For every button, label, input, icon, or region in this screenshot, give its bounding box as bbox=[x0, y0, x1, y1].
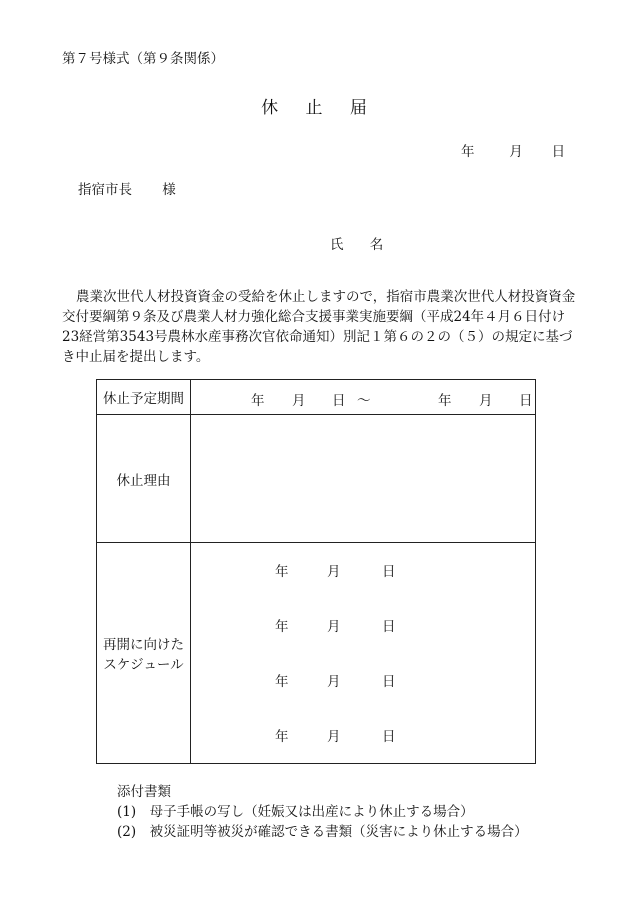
signer-label-mei: 名 bbox=[369, 237, 384, 253]
period-label: 休止予定期間 bbox=[97, 380, 191, 415]
title-char: 届 bbox=[349, 98, 369, 118]
form-number: 第７号様式（第９条関係） bbox=[62, 51, 224, 67]
date-day: 日 bbox=[551, 144, 566, 160]
attachments-title: 添付書類 bbox=[117, 784, 171, 800]
signer-label-shi: 氏 bbox=[330, 237, 344, 253]
schedule-month: 月 bbox=[327, 729, 341, 745]
title-char: 休 bbox=[261, 98, 281, 118]
schedule-label-line: スケジュール bbox=[103, 657, 184, 673]
schedule-row bbox=[97, 543, 536, 764]
date-month: 月 bbox=[509, 144, 523, 160]
schedule-year: 年 bbox=[275, 564, 289, 580]
period-start-day: 日 bbox=[332, 393, 346, 409]
schedule-day: 日 bbox=[382, 674, 396, 690]
body-paragraph: 農業次世代人材投資資金の受給を休止しますので，指宿市農業次世代人材投資資金交付要綱第９条及び農業人材力強化総合支援事業実施要綱（平成24年４月６日付け23経営第3543号農林水産事務次官依命通知）別記１第６の２の（５）の規定に基づき中止届を提出します。 bbox=[62, 289, 576, 365]
period-field bbox=[191, 380, 536, 415]
period-end-day: 日 bbox=[519, 393, 533, 409]
schedule-day: 日 bbox=[382, 729, 396, 745]
period-end-month: 月 bbox=[479, 393, 493, 409]
addressee-name: 指宿市長 bbox=[78, 182, 132, 198]
schedule-day: 日 bbox=[382, 619, 396, 635]
attachment-item: (1) 母子手帳の写し（妊娠又は出産により休止する場合） bbox=[117, 804, 474, 820]
schedule-month: 月 bbox=[327, 564, 341, 580]
reason-row bbox=[97, 415, 536, 543]
addressee-honorific: 様 bbox=[162, 182, 176, 198]
schedule-day: 日 bbox=[382, 564, 396, 580]
schedule-month: 月 bbox=[327, 619, 341, 635]
period-tilde: 〜 bbox=[357, 393, 371, 409]
document-title bbox=[0, 93, 630, 118]
schedule-date bbox=[275, 725, 396, 745]
reason-field bbox=[191, 415, 536, 543]
reason-label: 休止理由 bbox=[97, 415, 191, 543]
schedule-year: 年 bbox=[275, 619, 289, 635]
attachment-item: (2) 被災証明等被災が確認できる書類（災害により休止する場合） bbox=[117, 824, 528, 840]
schedule-date bbox=[275, 560, 396, 580]
schedule-month: 月 bbox=[327, 674, 341, 690]
schedule-year: 年 bbox=[275, 674, 289, 690]
signer-name-field bbox=[330, 233, 383, 253]
suspension-table bbox=[96, 379, 536, 764]
period-row bbox=[97, 380, 536, 415]
addressee bbox=[78, 178, 176, 198]
schedule-year: 年 bbox=[275, 729, 289, 745]
schedule-date bbox=[275, 615, 396, 635]
schedule-date bbox=[275, 670, 396, 690]
period-start-year: 年 bbox=[251, 393, 265, 409]
schedule-label-line: 再開に向けた bbox=[103, 637, 184, 653]
period-end-year: 年 bbox=[438, 393, 452, 409]
schedule-label bbox=[97, 543, 191, 764]
submission-date bbox=[461, 140, 565, 160]
date-year: 年 bbox=[461, 144, 475, 160]
title-char: 止 bbox=[305, 98, 325, 118]
period-start-month: 月 bbox=[292, 393, 306, 409]
schedule-field bbox=[191, 543, 536, 764]
